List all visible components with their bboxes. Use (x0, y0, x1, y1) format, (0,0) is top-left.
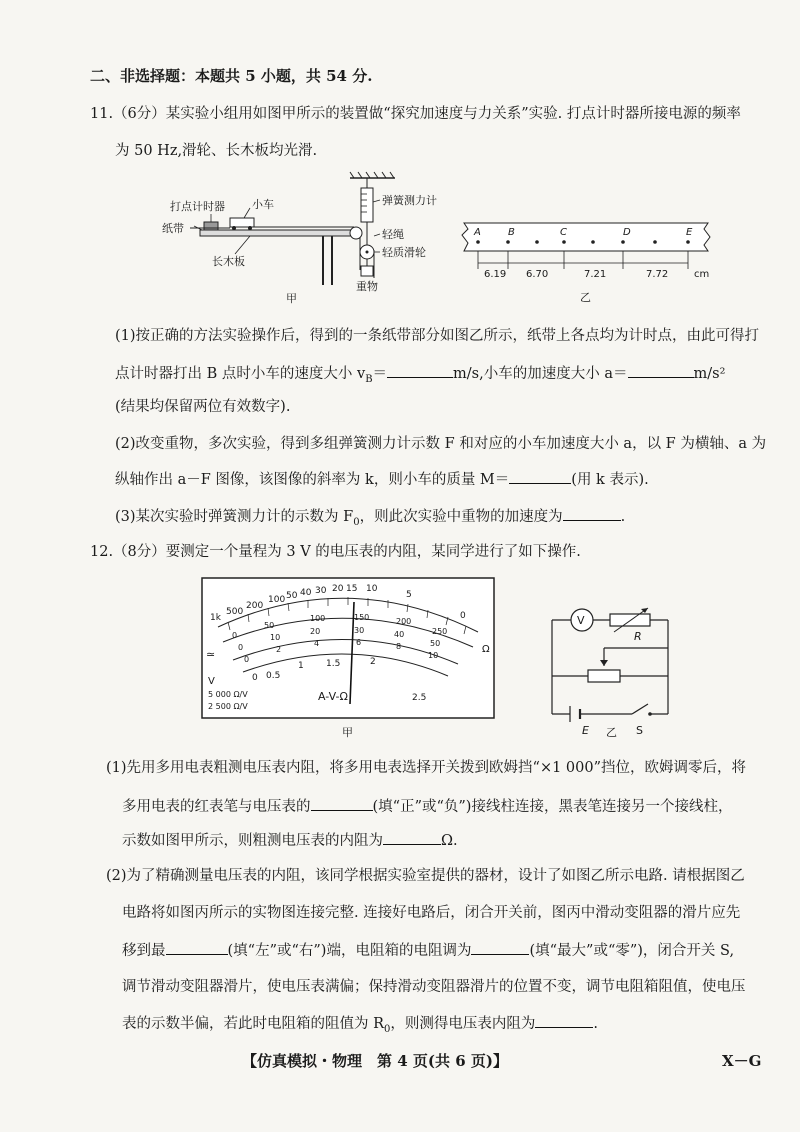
point-c: C (560, 227, 567, 238)
circuit-switch: S (636, 724, 643, 737)
ohm-50: 50 (286, 591, 298, 601)
v-low-0: 0 (244, 655, 250, 664)
label-spring-scale: 弹簧测力计 (382, 194, 437, 207)
ohm-20: 20 (332, 584, 344, 594)
circuit-battery: E (582, 724, 589, 737)
ac-1.5: 1.5 (326, 659, 341, 669)
label-board: 长木板 (212, 255, 245, 268)
v-mid-10: 10 (270, 633, 281, 642)
caption-jia: 甲 (286, 292, 297, 305)
ohm-15: 15 (346, 584, 358, 594)
circuit-resistor-box: R (634, 630, 642, 643)
footer-page-info: 【仿真模拟・物理 第 4 页(共 6 页)】 (242, 1052, 508, 1070)
ohm-10: 10 (366, 584, 378, 594)
ohm-200: 200 (246, 601, 264, 611)
q12-p2-line2: 电路将如图丙所示的实物图连接完整. 连接好电路后，闭合开关前，图丙中滑动变阻器的滑片应先 (122, 905, 741, 921)
ohm-5: 5 (406, 590, 412, 600)
v-top-100: 100 (310, 614, 326, 623)
label-weight: 重物 (356, 280, 378, 293)
point-d: D (623, 227, 631, 238)
v-mid-30: 30 (354, 626, 365, 635)
q11-line1: 11.（6分）某实验小组用如图甲所示的装置做“探究加速度与力关系”实验. 打点计时器所接电源的频率 (90, 106, 741, 122)
v-low-6: 6 (356, 638, 362, 647)
label-pulley: 轻质滑轮 (382, 246, 426, 259)
label-cart: 小车 (252, 198, 274, 211)
caption-yi: 乙 (580, 291, 591, 304)
dist-cd: 7.21 (584, 269, 607, 280)
q12-p2-line5: 表的示数半偏，若此时电阻箱的阻值为 $R_0$，则测得电压表内阻为 . (122, 1013, 598, 1040)
ohm-100: 100 (268, 595, 286, 605)
answer-blank-accel[interactable] (563, 506, 621, 521)
ac-1: 1 (298, 661, 304, 671)
ohm-500: 500 (226, 607, 244, 617)
v-top-150: 150 (354, 613, 370, 622)
ohm-40: 40 (300, 588, 312, 598)
ohm-0: 0 (460, 611, 466, 621)
circuit-voltmeter: V (577, 614, 585, 627)
answer-blank-side[interactable] (166, 940, 228, 955)
meter-spec-1: 5 000 Ω/V (208, 690, 248, 699)
q12-p1-line2: 多用电表的红表笔与电压表的 (填“正”或“负”)接线柱连接，黑表笔连接另一个接线柱， (122, 796, 732, 817)
ohm-30: 30 (315, 586, 327, 596)
ac-2: 2 (370, 657, 376, 667)
meter-spec-2: 2 500 Ω/V (208, 702, 248, 711)
q11-p1-line2: 点计时器打出 B 点时小车的速度大小 $v_B= m/s$,小车的加速度大小 a＝ m/s² (115, 363, 725, 390)
answer-blank-resistance[interactable] (383, 830, 441, 845)
section-header: 二、非选择题：本题共 5 小题，共 54 分. (90, 67, 373, 85)
label-tape: 纸带 (162, 222, 184, 235)
v-top-50: 50 (264, 621, 275, 630)
q12-line1: 12.（8分）要测定一个量程为 3 V 的电压表的内阻，某同学进行了如下操作. (90, 544, 581, 560)
dc-symbol: ≃ (206, 648, 216, 661)
v-low-10: 10 (428, 651, 439, 660)
figure-jia-apparatus (160, 170, 460, 310)
answer-blank-rv[interactable] (535, 1013, 593, 1028)
q11-p2-line2: 纵轴作出 a－F 图像，该图像的斜率为 k，则小车的质量 M＝ (用 k 表示). (115, 469, 649, 490)
q12-p2-line4: 调节滑动变阻器滑片，使电压表满偏；保持滑动变阻器滑片的位置不变，调节电阻箱阻值，使电压 (122, 979, 746, 995)
q11-p1-line1: (1)按正确的方法实验操作后，得到的一条纸带部分如图乙所示，纸带上各点均为计时点，由此可得打 (115, 328, 760, 344)
v-mid-0: 0 (238, 643, 244, 652)
v-mid-20: 20 (310, 627, 321, 636)
point-e: E (686, 227, 693, 238)
point-a: A (474, 227, 481, 238)
answer-blank-box[interactable] (471, 940, 529, 955)
meter-label: A-V-Ω (318, 690, 348, 703)
footer-code: X－G (722, 1052, 762, 1070)
answer-blank-terminal[interactable] (311, 796, 373, 811)
ac-0: 0 (252, 673, 258, 683)
v-symbol: V (208, 676, 215, 687)
v-mid-40: 40 (394, 630, 405, 639)
v-top-200: 200 (396, 617, 412, 626)
figure-yi-tape (460, 215, 720, 305)
answer-blank-mass[interactable] (509, 469, 571, 484)
q12-p1-line3: 示数如图甲所示，则粗测电压表的内阻为 Ω. (122, 830, 458, 851)
ohm-1k: 1k (210, 613, 221, 623)
q12-p2-line3: 移到最 (填“左”或“右”)端，电阻箱的电阻调为 (填“最大”或“零”)，闭合开关 S, (122, 940, 734, 961)
caption-meter-jia: 甲 (342, 726, 353, 739)
q12-p1-line1: (1)先用多用电表粗测电压表内阻，将多用电表选择开关拨到欧姆挡“×1 000”挡位，欧姆调零后，将 (106, 760, 747, 776)
q11-p3: (3)某次实验时弹簧测力计的示数为 $F_0$，则此次实验中重物的加速度为 . (115, 506, 625, 533)
v-low-4: 4 (314, 639, 320, 648)
label-timer: 打点计时器 (170, 200, 225, 213)
point-b: B (508, 227, 515, 238)
v-top-250: 250 (432, 627, 448, 636)
answer-blank-a[interactable] (628, 363, 694, 378)
v-top-0: 0 (232, 631, 238, 640)
figure-yi-circuit (540, 600, 690, 740)
ohm-symbol: Ω (482, 644, 490, 655)
ac-2.5: 2.5 (412, 693, 427, 703)
dist-de: 7.72 (646, 269, 669, 280)
dist-ab: 6.19 (484, 269, 507, 280)
figure-jia-multimeter (198, 572, 498, 742)
q11-p1-line3: (结果均保留两位有效数字). (115, 399, 291, 415)
answer-blank-vb[interactable] (387, 363, 453, 378)
caption-circuit-yi: 乙 (606, 726, 617, 739)
q11-line2: 为 50 Hz,滑轮、长木板均光滑. (115, 143, 318, 159)
v-mid-50: 50 (430, 639, 441, 648)
ac-0.5: 0.5 (266, 671, 281, 681)
unit-cm: cm (694, 269, 710, 280)
v-low-2: 2 (276, 645, 282, 654)
v-low-8: 8 (396, 642, 402, 651)
q12-p2-line1: (2)为了精确测量电压表的内阻，该同学根据实验室提供的器材，设计了如图乙所示电路. 请根据图乙 (106, 868, 745, 884)
q11-p2-line1: (2)改变重物，多次实验，得到多组弹簧测力计示数 F 和对应的小车加速度大小 a，以 F 为横轴、a 为 (115, 436, 767, 452)
dist-bc: 6.70 (526, 269, 549, 280)
label-rope: 轻绳 (382, 228, 404, 241)
